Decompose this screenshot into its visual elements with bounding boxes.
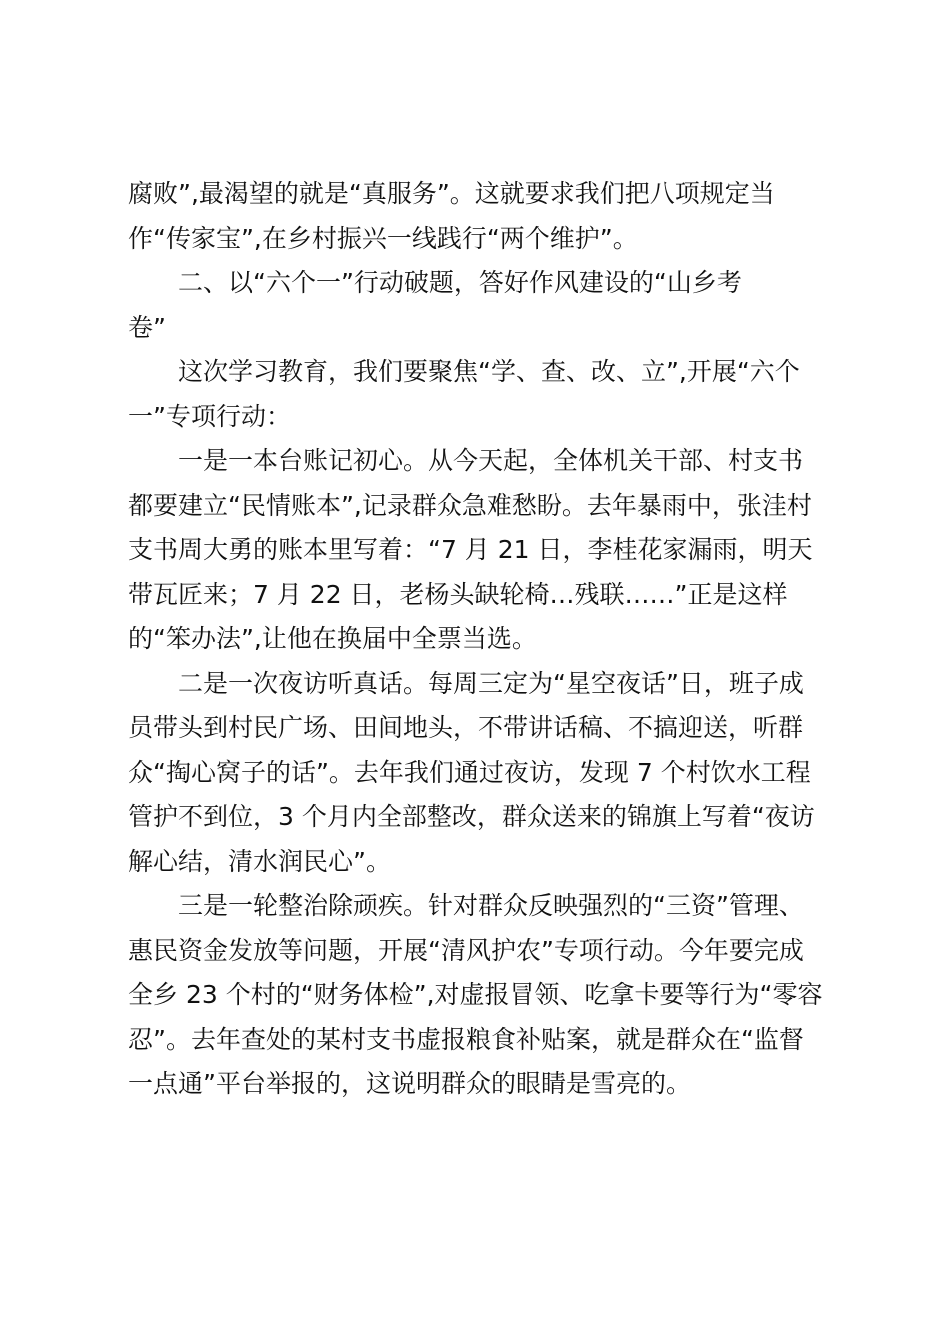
- paragraph-start: 一是一本台账记初心。从今天起，全体机关干部、村支书: [178, 446, 804, 475]
- paragraph-start: 二是一次夜访听真话。每周三定为“星空夜话”日，班子成: [178, 668, 804, 698]
- text-line: 全乡 23 个村的“财务体检”,对虚报冒领、吃拿卡要等行为“零容: [128, 980, 823, 1009]
- document-body: [128, 172, 828, 1107]
- text-line: 带瓦匠来；7 月 22 日，老杨头缺轮椅…残联……”正是这样: [128, 579, 788, 609]
- text-line: 都要建立“民情账本”,记录群众急难愁盼。去年暴雨中，张洼村: [128, 490, 812, 520]
- paragraph-start: 三是一轮整治除顽疾。针对群众反映强烈的“三资”管理、: [178, 891, 804, 920]
- text-line: 众“掏心窝子的话”。去年我们通过夜访，发现 7 个村饮水工程: [128, 757, 811, 787]
- text-line: 惠民资金发放等问题，开展“清风护农”专项行动。今年要完成: [128, 935, 804, 965]
- text-line: 忍”。去年查处的某村支书虚报粮食补贴案，就是群众在“监督: [128, 1024, 804, 1054]
- text-line: 支书周大勇的账本里写着：“7 月 21 日，李桂花家漏雨，明天: [128, 535, 813, 564]
- text-line: 腐败”,最渴望的就是“真服务”。这就要求我们把八项规定当: [128, 179, 775, 208]
- text-line: 一”专项行动：: [128, 401, 291, 431]
- text-line: 一点通”平台举报的，这说明群众的眼睛是雪亮的。: [128, 1069, 691, 1098]
- text-line: 解心结，清水润民心”。: [128, 846, 391, 876]
- text-line: 员带头到村民广场、田间地头，不带讲话稿、不搞迎送，听群: [128, 713, 804, 742]
- text-line: 作“传家宝”,在乡村振兴一线践行“两个维护”。: [128, 223, 638, 253]
- text-line: 的“笨办法”,让他在换届中全票当选。: [128, 624, 537, 653]
- paragraph-start: 这次学习教育，我们要聚焦“学、查、改、立”,开展“六个: [178, 357, 800, 386]
- section-heading-continued: 卷”: [128, 312, 166, 342]
- text-line: 管护不到位，3 个月内全部整改，群众送来的锦旗上写着“夜访: [128, 802, 815, 831]
- section-heading: 二、以“六个一”行动破题，答好作风建设的“山乡考: [178, 268, 742, 297]
